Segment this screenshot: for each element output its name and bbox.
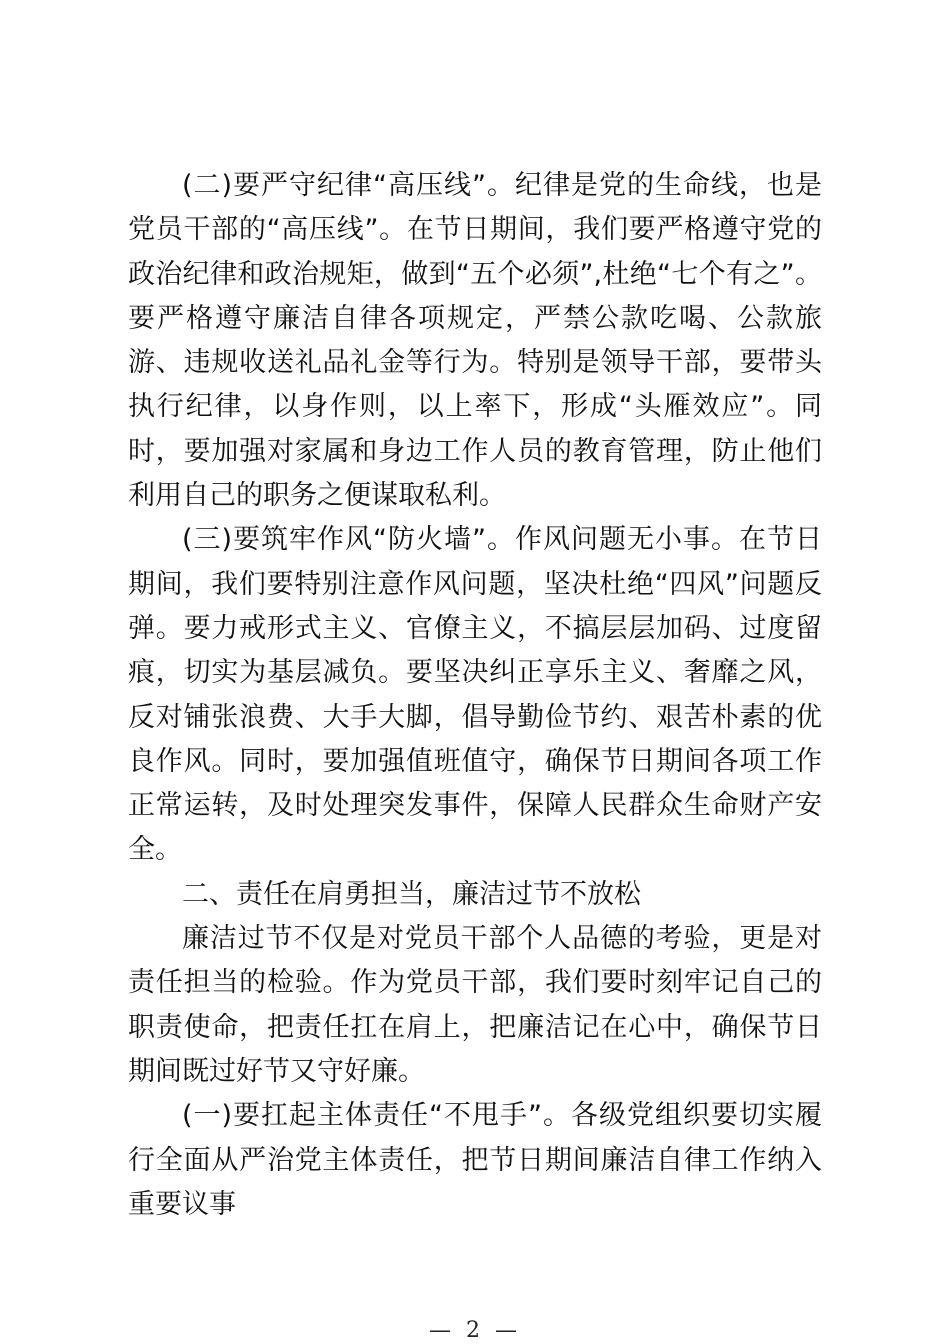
paragraph-work-style: (三)要筑牢作风“防火墙”。作风问题无小事。在节日期间，我们要特别注意作风问题，坚决杜绝“四风”问题反弹。要力戒形式主义、官僚主义，不搞层层加码、过度留痕，切实为基层减负。要坚决纠正享乐主义、奢靡之风，反对铺张浪费、大手大脚，倡导勤俭节约、艰苦朴素的优良作风。同时，要加强值班值守，确保节日期间各项工作正常运转，及时处理突发事件，保障人民群众生命财产安全。 xyxy=(128,524,822,866)
paragraph-main-responsibility: (一)要扛起主体责任“不甩手”。各级党组织要切实履行全面从严治党主体责任，把节日期间廉洁自律工作纳入重要议事 xyxy=(128,1100,822,1220)
paragraph-discipline: (二)要严守纪律“高压线”。纪律是党的生命线，也是党员干部的“高压线”。在节日期间，我们要严格遵守党的政治纪律和政治规矩，做到“五个必须”,杜绝“七个有之”。要严格遵守廉洁自律各项规定，严禁公款吃喝、公款旅游、违规收送礼品礼金等行为。特别是领导干部，要带头执行纪律，以身作则，以上率下，形成“头雁效应”。同时，要加强对家属和身边工作人员的教育管理，防止他们利用自己的职务之便谋取私利。 xyxy=(128,170,822,512)
paragraph-responsibility-intro: 廉洁过节不仅是对党员干部个人品德的考验，更是对责任担当的检验。作为党员干部，我们要时刻牢记自己的职责使命，把责任扛在肩上，把廉洁记在心中，确保节日期间既过好节又守好廉。 xyxy=(128,923,822,1087)
document-body xyxy=(128,164,822,1227)
section-heading: 二、责任在肩勇担当，廉洁过节不放松 xyxy=(182,878,641,910)
page-number: — 2 — xyxy=(429,1318,521,1343)
